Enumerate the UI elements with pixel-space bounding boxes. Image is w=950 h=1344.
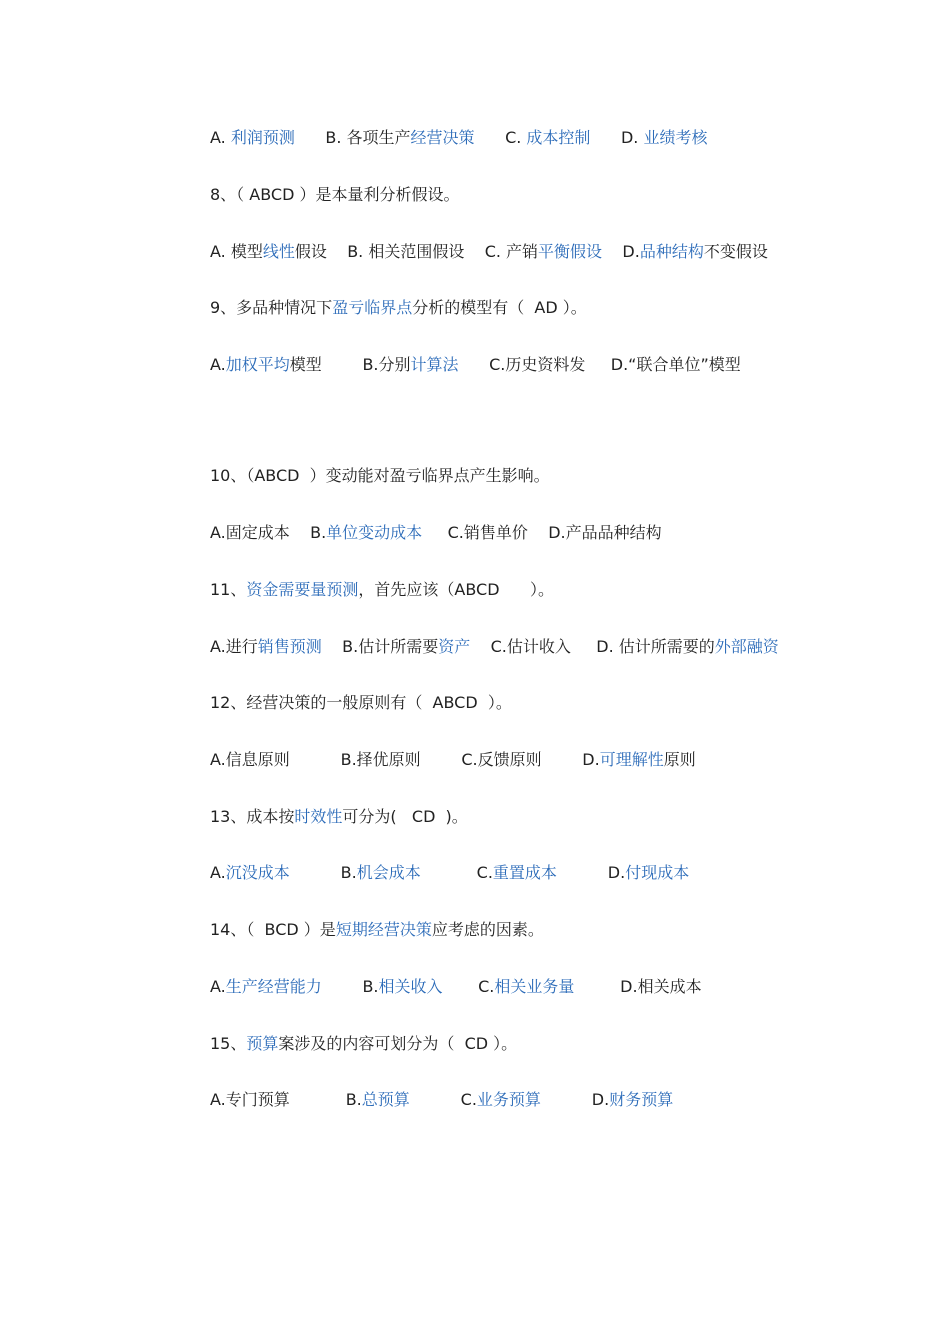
options-11 <box>210 636 779 658</box>
term-link[interactable]: 可理解性 <box>599 750 664 769</box>
text-segment: B. <box>321 977 379 996</box>
term-link[interactable]: 相关收入 <box>378 977 443 996</box>
text-segment: D. <box>602 242 640 261</box>
text-segment: 13、成本按 <box>210 807 295 826</box>
question-8 <box>210 184 460 206</box>
text-segment: 原则 <box>663 750 696 769</box>
term-link[interactable]: 付现成本 <box>625 863 690 882</box>
text-segment: B. 各项生产 <box>294 128 411 147</box>
term-link[interactable]: 经营决策 <box>410 128 475 147</box>
term-link[interactable]: 机会成本 <box>356 863 421 882</box>
options-14 <box>210 976 702 998</box>
options-9 <box>210 354 741 376</box>
text-segment: ，首先应该（ABCD ）。 <box>358 580 555 599</box>
question-10 <box>210 465 550 487</box>
text-segment: C. <box>409 1090 477 1109</box>
options-10 <box>210 522 662 544</box>
text-segment: 应考虑的因素。 <box>431 920 544 939</box>
text-segment: A.专门预算 B. <box>210 1090 362 1109</box>
text-segment: D. <box>540 1090 610 1109</box>
term-link[interactable]: 总预算 <box>361 1090 410 1109</box>
text-segment: 不变假设 <box>703 242 768 261</box>
question-13 <box>210 806 468 828</box>
options-7 <box>210 127 707 149</box>
text-segment: 10、（ABCD ）变动能对盈亏临界点产生影响。 <box>210 466 550 485</box>
text-segment: B. <box>289 863 357 882</box>
term-link[interactable]: 资金需要量预测 <box>246 580 359 599</box>
term-link[interactable]: 生产经营能力 <box>225 977 322 996</box>
term-link[interactable]: 业绩考核 <box>643 128 708 147</box>
text-segment: D. <box>590 128 644 147</box>
text-segment: C.销售单价 D.产品品种结构 <box>422 523 662 542</box>
term-link[interactable]: 业务预算 <box>476 1090 541 1109</box>
term-link[interactable]: 时效性 <box>294 807 343 826</box>
text-segment: A. 模型 <box>210 242 263 261</box>
question-14 <box>210 919 544 941</box>
text-segment: 15、 <box>210 1034 247 1053</box>
text-segment: C. <box>474 128 527 147</box>
text-segment: 12、经营决策的一般原则有（ ABCD ）。 <box>210 693 512 712</box>
term-link[interactable]: 重置成本 <box>492 863 557 882</box>
question-11 <box>210 579 554 601</box>
options-12 <box>210 749 696 771</box>
text-segment: C. <box>420 863 493 882</box>
text-segment: A.固定成本 B. <box>210 523 327 542</box>
question-15 <box>210 1033 517 1055</box>
text-segment: 假设 B. 相关范围假设 C. 产销 <box>294 242 539 261</box>
text-segment: A. <box>210 355 226 374</box>
text-segment: A. <box>210 128 231 147</box>
question-12 <box>210 692 512 714</box>
text-segment: 案涉及的内容可划分为（ CD ）。 <box>278 1034 518 1053</box>
text-segment: C.历史资料发 D.“联合单位”模型 <box>458 355 741 374</box>
options-15 <box>210 1089 673 1111</box>
text-segment: 9、多品种情况下 <box>210 298 333 317</box>
term-link[interactable]: 加权平均 <box>225 355 290 374</box>
text-segment: A. <box>210 863 226 882</box>
options-13 <box>210 862 689 884</box>
term-link[interactable]: 成本控制 <box>526 128 591 147</box>
text-segment: C. <box>442 977 495 996</box>
text-segment: D. <box>556 863 626 882</box>
term-link[interactable]: 计算法 <box>410 355 459 374</box>
term-link[interactable]: 线性 <box>262 242 295 261</box>
term-link[interactable]: 利润预测 <box>230 128 295 147</box>
term-link[interactable]: 短期经营决策 <box>335 920 432 939</box>
term-link[interactable]: 品种结构 <box>639 242 704 261</box>
term-link[interactable]: 资产 <box>438 637 471 656</box>
options-8 <box>210 241 768 263</box>
text-segment: 模型 B.分别 <box>289 355 411 374</box>
text-segment: A.信息原则 B.择优原则 C.反馈原则 D. <box>210 750 600 769</box>
term-link[interactable]: 单位变动成本 <box>326 523 423 542</box>
text-segment: 可分为( CD )。 <box>342 807 468 826</box>
term-link[interactable]: 销售预测 <box>257 637 322 656</box>
text-segment: A. <box>210 977 226 996</box>
question-9 <box>210 297 587 319</box>
term-link[interactable]: 沉没成本 <box>225 863 290 882</box>
text-segment: D.相关成本 <box>574 977 702 996</box>
term-link[interactable]: 预算 <box>246 1034 279 1053</box>
text-segment: B.估计所需要 <box>321 637 439 656</box>
text-segment: 11、 <box>210 580 247 599</box>
text-segment: 8、（ ABCD ）是本量利分析假设。 <box>210 185 460 204</box>
text-segment: 14、（ BCD ）是 <box>210 920 336 939</box>
term-link[interactable]: 盈亏临界点 <box>332 298 413 317</box>
text-segment: C.估计收入 D. 估计所需要的 <box>470 637 715 656</box>
term-link[interactable]: 相关业务量 <box>494 977 575 996</box>
text-segment: A.进行 <box>210 637 258 656</box>
term-link[interactable]: 财务预算 <box>609 1090 674 1109</box>
text-segment: 分析的模型有（ AD ）。 <box>412 298 587 317</box>
term-link[interactable]: 外部融资 <box>714 637 779 656</box>
term-link[interactable]: 平衡假设 <box>538 242 603 261</box>
